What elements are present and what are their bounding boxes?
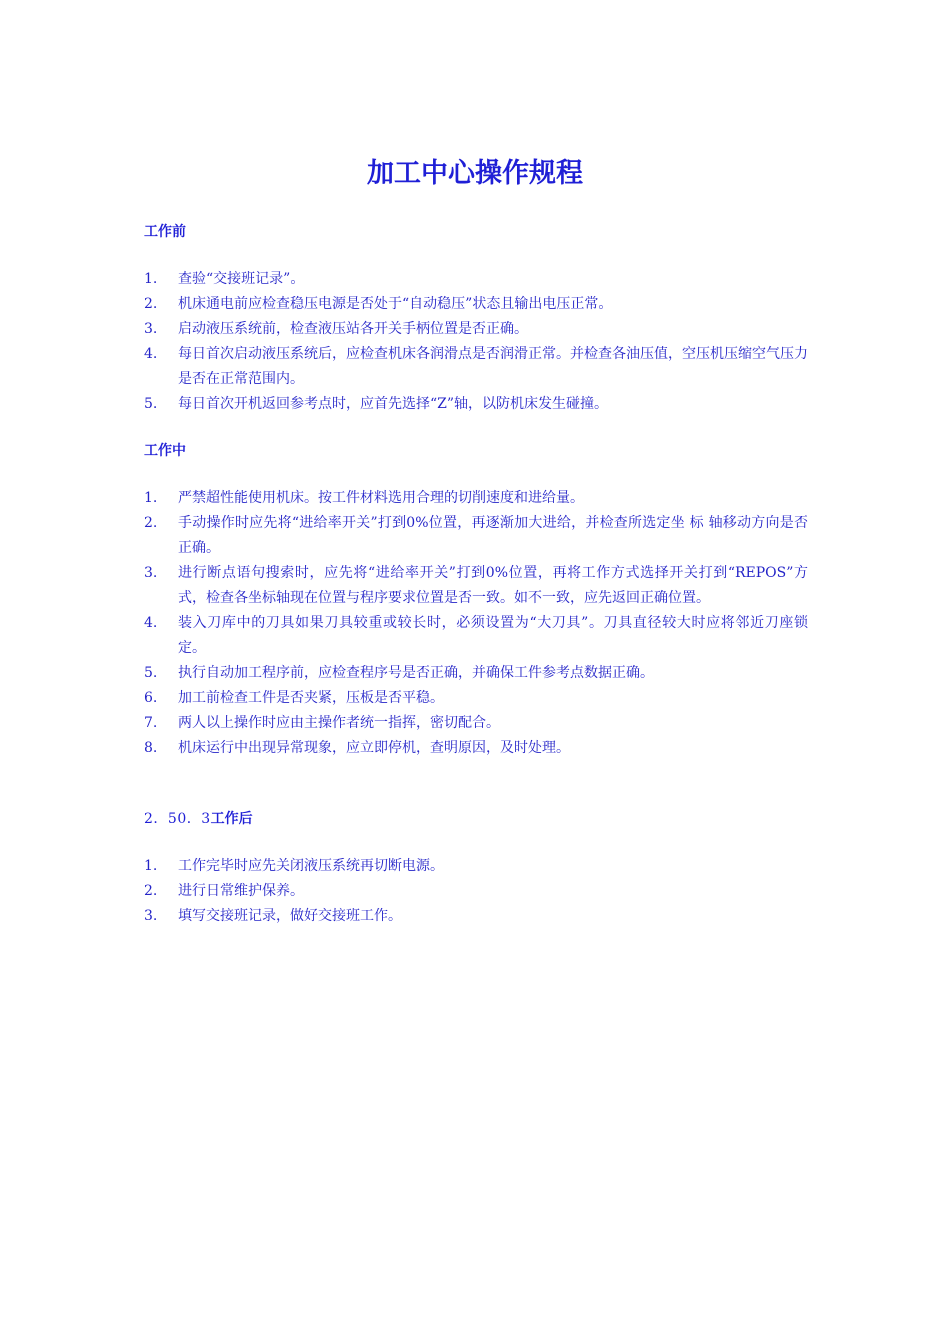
section-heading-text: 工作中 [144,443,186,459]
list-item [144,511,808,561]
during-work-list [144,486,808,761]
after-work-list [144,854,808,929]
item-text: 执行自动加工程序前，应检查程序号是否正确，并确保工件参考点数据正确。 [178,665,654,681]
section-heading-during-work [144,441,186,461]
section-heading-before-work [144,222,186,242]
item-number: 6. [144,690,158,706]
item-text: 填写交接班记录，做好交接班工作。 [178,908,402,924]
list-item [144,292,808,317]
item-number: 3. [144,565,158,581]
list-item [144,561,808,611]
item-text: 加工前检查工件是否夹紧，压板是否平稳。 [178,690,444,706]
document-title: 加工中心操作规程 [367,158,583,189]
list-item [144,854,808,879]
item-number: 3. [144,321,158,337]
list-item [144,317,808,342]
item-text: 每日首次启动液压系统后，应检查机床各润滑点是否润滑正常。并检查各油压值，空压机压缩空气压力是否在正常范围内。 [178,346,808,387]
item-text: 工作完毕时应先关闭液压系统再切断电源。 [178,858,444,874]
item-text: 进行日常维护保养。 [178,883,304,899]
item-text: 机床通电前应检查稳压电源是否处于“自动稳压”状态且输出电压正常。 [178,296,613,312]
list-item [144,879,808,904]
item-number: 2. [144,883,158,899]
item-text: 进行断点语句搜索时，应先将“进给率开关”打到0%位置，再将工作方式选择开关打到“REPOS”方式，检查各坐标轴现在位置与程序要求位置是否一致。如不一致，应先返回正确位置。 [178,565,808,606]
item-text: 启动液压系统前，检查液压站各开关手柄位置是否正确。 [178,321,528,337]
item-number: 3. [144,908,158,924]
item-text: 机床运行中出现异常现象，应立即停机，查明原因，及时处理。 [178,740,570,756]
list-item [144,486,808,511]
item-number: 8. [144,740,158,756]
item-number: 2. [144,296,158,312]
list-item [144,736,808,761]
list-item [144,904,808,929]
item-text: 两人以上操作时应由主操作者统一指挥，密切配合。 [178,715,500,731]
item-text: 查验“交接班记录”。 [178,271,305,287]
item-text: 手动操作时应先将“进给率开关”打到0%位置，再逐渐加大进给，并检查所选定坐 标 轴移动方向是否正确。 [178,515,808,556]
section-heading-text: 工作后 [210,811,253,827]
section-number: 2．50．3 [144,811,211,827]
list-item [144,661,808,686]
item-number: 1. [144,858,158,874]
item-number: 2. [144,515,158,531]
item-text: 装入刀库中的刀具如果刀具较重或较长时，必须设置为“大刀具”。刀具直径较大时应将邻近刀座锁定。 [178,615,808,656]
list-item [144,686,808,711]
item-number: 1. [144,271,158,287]
list-item [144,392,808,417]
list-item [144,267,808,292]
item-number: 7. [144,715,158,731]
list-item [144,611,808,661]
list-item [144,711,808,736]
item-text: 严禁超性能使用机床。按工件材料选用合理的切削速度和进给量。 [178,490,584,506]
item-number: 4. [144,615,158,631]
item-number: 5. [144,665,158,681]
item-number: 1. [144,490,158,506]
section-heading-text: 工作前 [144,224,186,240]
item-number: 5. [144,396,158,412]
list-item [144,342,808,392]
before-work-list [144,267,808,417]
item-text: 每日首次开机返回参考点时，应首先选择“Z”轴，以防机床发生碰撞。 [178,396,609,412]
item-number: 4. [144,346,158,362]
section-heading-after-work [144,809,253,829]
